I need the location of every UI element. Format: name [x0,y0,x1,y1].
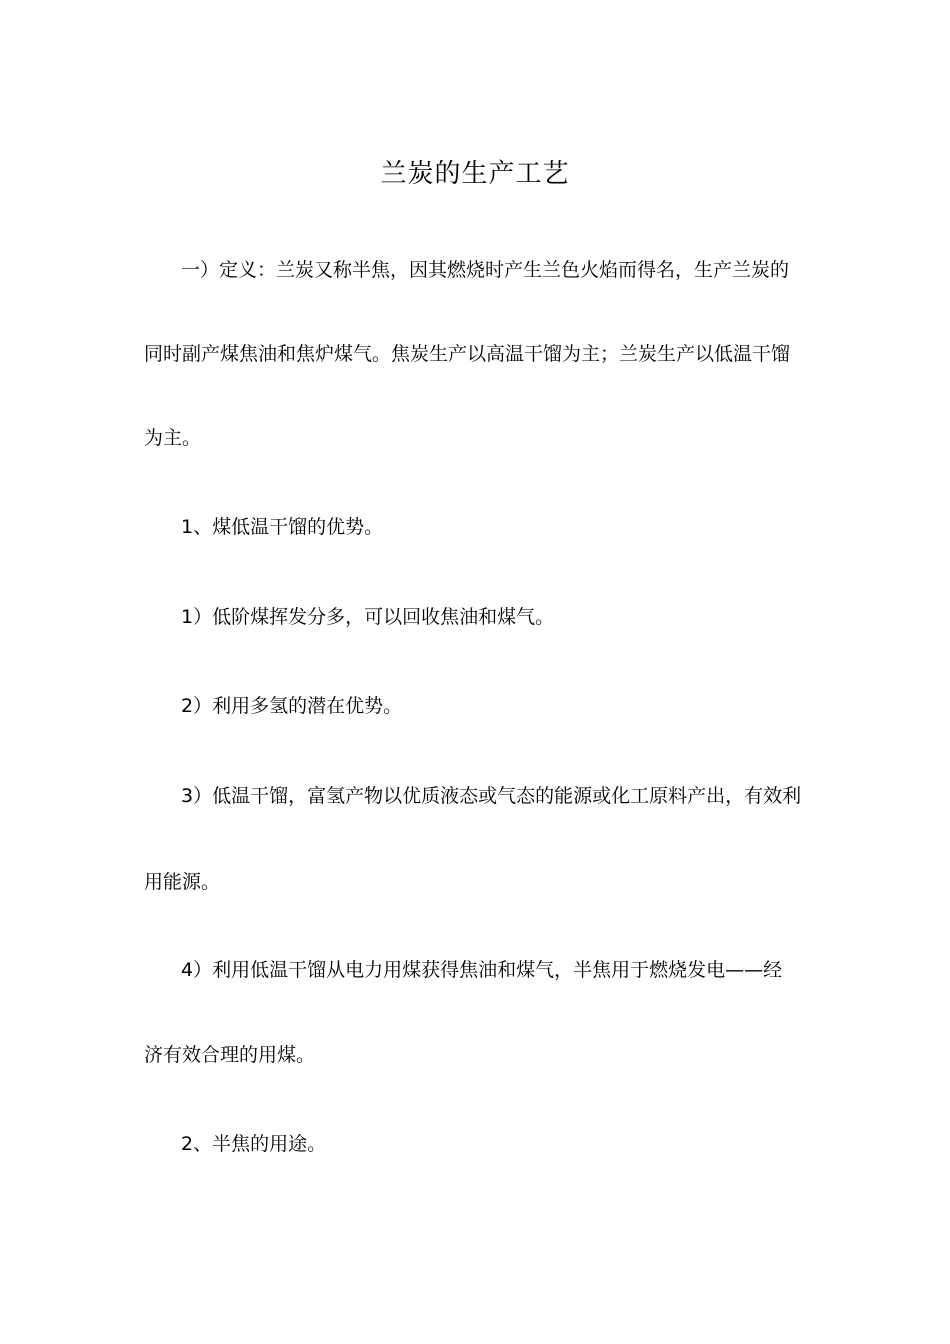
list-item-advantage-3-line-2: 用能源。 [144,871,221,893]
paragraph-definition-line-2: 同时副产煤焦油和焦炉煤气。焦炭生产以高温干馏为主；兰炭生产以低温干馏 [144,343,791,365]
list-item-advantage-4-line-1: 4）利用低温干馏从电力用煤获得焦油和煤气，半焦用于燃烧发电——经 [181,959,783,981]
document-title: 兰炭的生产工艺 [380,159,570,189]
list-item-advantage-4-line-2: 济有效合理的用煤。 [144,1044,316,1066]
paragraph-definition-line-3: 为主。 [144,427,202,449]
list-item-advantage-1: 1）低阶煤挥发分多，可以回收焦油和煤气。 [181,606,555,628]
paragraph-definition-line-1: 一）定义：兰炭又称半焦，因其燃烧时产生兰色火焰而得名，生产兰炭的 [181,259,790,281]
list-item-advantage-2: 2）利用多氢的潜在优势。 [181,695,403,717]
list-item-advantage-3-line-1: 3）低温干馏，富氢产物以优质液态或气态的能源或化工原料产出，有效利 [181,785,802,807]
section-heading-uses: 2、半焦的用途。 [181,1133,327,1155]
section-heading-advantages: 1、煤低温干馏的优势。 [181,516,384,538]
